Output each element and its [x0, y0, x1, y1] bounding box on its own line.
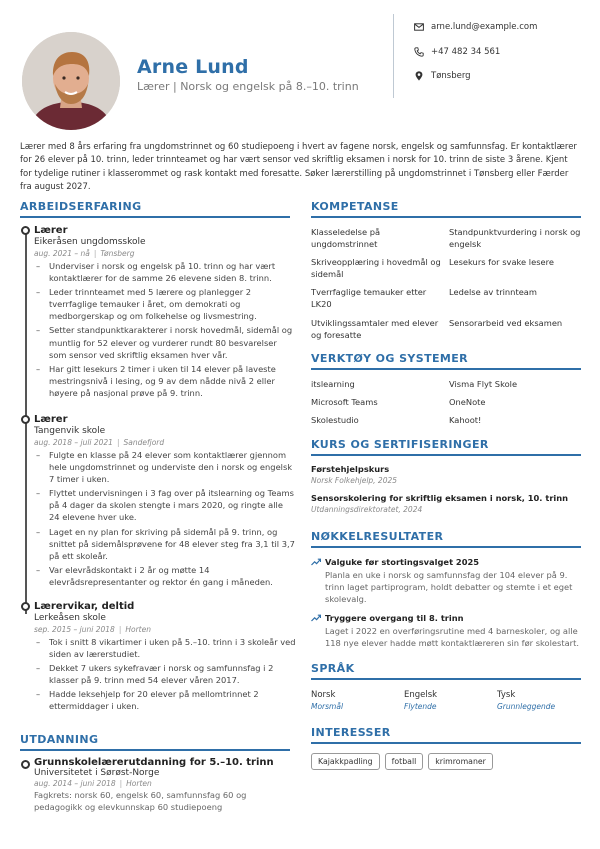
achievement-title: Valguke før stortingsvalget 2025 [325, 557, 480, 567]
language-name: Tysk [497, 690, 516, 700]
section-rule [311, 454, 581, 456]
education-dates: aug. 2014 – juni 2018 [34, 779, 116, 788]
section-title-interests: INTERESSER [311, 726, 391, 739]
cert-title: Førstehjelpskurs [311, 464, 390, 474]
section-rule [311, 216, 581, 218]
job-employer: Lerkeåsen skole [34, 613, 106, 623]
job-dates: aug. 2021 – nå [34, 249, 90, 258]
job-place: Horten [125, 625, 151, 634]
section-title-education: UTDANNING [20, 733, 99, 746]
job-entry-1 [34, 225, 296, 401]
cert-item [311, 493, 581, 514]
job-bullet: – Hadde leksehjelp for 20 elever på mellomtrinnet 2 ettermiddager i uken. [34, 688, 296, 712]
language-item [404, 690, 497, 711]
section-rule [311, 678, 581, 680]
language-name: Norsk [311, 690, 336, 700]
interest-tag: fotball [385, 753, 424, 770]
job-bullet: – Fulgte en klasse på 24 elever som kontaktlærer gjennom hele ungdomstrinnet og underviste den i norsk og engelsk 7 timer i uken. [34, 449, 296, 485]
language-level: Flytende [404, 702, 437, 711]
language-item [497, 690, 581, 711]
section-rule [311, 546, 581, 548]
tool-item: Microsoft Teams [311, 397, 378, 408]
achievement-title: Tryggere overgang til 8. trinn [325, 613, 464, 623]
section-rule [20, 216, 290, 218]
language-name: Engelsk [404, 690, 438, 700]
person-role: Lærer | Norsk og engelsk på 8.–10. trinn [137, 80, 359, 93]
section-title-skills: KOMPETANSE [311, 200, 399, 213]
skills-grid [311, 226, 581, 341]
education-entry [34, 757, 296, 814]
phone-icon [414, 47, 424, 57]
trend-up-icon [311, 614, 321, 622]
tool-item: Visma Flyt Skole [449, 379, 518, 389]
cert-issuer: Utdanningsdirektoratet, 2024 [311, 505, 423, 514]
contact-location [414, 71, 471, 81]
section-title-achievements: NØKKELRESULTATER [311, 530, 444, 543]
job-bullet: – Dekket 7 ukers sykefravær i norsk og samfunnsfag i 2 klasser på 9. trinn med 54 elever våren 2017. [34, 662, 296, 686]
skill-item: Skriveopplæring i hovedmål og sidemål [311, 257, 441, 280]
section-title-experience: ARBEIDSERFARING [20, 200, 142, 213]
achievement-detail: Planla en uke i norsk og samfunnsfag der 104 elever på 9. trinn laget partiprogram, holdt debatter og stemte i et eget skolevalg. [325, 570, 573, 605]
education-meta: aug. 2014 – juni 2018 | Horten [34, 779, 152, 788]
mail-icon [414, 22, 424, 32]
contact-email[interactable] [414, 22, 537, 32]
interest-tags [311, 753, 493, 770]
achievement-item [311, 557, 581, 605]
skill-item: Standpunktvurdering i norsk og engelsk [449, 227, 581, 250]
job-bullet: – Laget en ny plan for skriving på sidemål på 9. trinn, og snittet på sidemålsprøvene for 48 elever steg fra 3,1 til 3,7 på ett skoleår. [34, 526, 296, 562]
location-text: Tønsberg [431, 71, 471, 81]
timeline-dot [21, 226, 30, 235]
education-place: Horten [126, 779, 152, 788]
timeline-dot [21, 602, 30, 611]
job-bullet: – Var elevrådskontakt i 2 år og møtte 14 elevrådsrepresentanter og rektor én gang i måneden. [34, 564, 296, 588]
job-entry-2 [34, 414, 296, 590]
job-entry-3 [34, 601, 296, 715]
job-title: Lærer [34, 225, 68, 236]
job-title: Lærervikar, deltid [34, 601, 135, 612]
trend-up-icon [311, 558, 321, 566]
languages-grid [311, 690, 581, 711]
job-bullet: – Underviser i norsk og engelsk på 10. trinn og har vært kontaktlærer for de samme 26 elevene siden 8. trinn. [34, 260, 296, 284]
timeline-dot [21, 760, 30, 769]
job-place: Sandefjord [123, 438, 165, 447]
language-item [311, 690, 404, 711]
profile-summary: Lærer med 8 års erfaring fra ungdomstrinnet og 60 studiepoeng i hvert av fagene norsk, engelsk og samfunnsfag. Er kontaktlærer for 26 elever på 10. trinn, leder trinnteamet og har vært sensor ved skriftlig eksamen i norsk for 10. trinn de siste 3 årene. Kjent for tydelige rutiner i klasserommet og rask kontakt med foresatte. Søker lærerstilling på ungdomstrinnet i Tønsberg eller Færder fra august 2027. [20, 142, 577, 193]
tool-item: itslearning [311, 379, 355, 389]
job-dates: aug. 2018 – juli 2021 [34, 438, 113, 447]
person-name: Arne Lund [137, 56, 249, 78]
cert-item [311, 464, 581, 485]
tool-item: OneNote [449, 397, 486, 408]
email-text: arne.lund@example.com [431, 22, 538, 32]
job-meta: aug. 2021 – nå | Tønsberg [34, 249, 135, 258]
skill-item: Klasseledelse på ungdomstrinnet [311, 227, 381, 250]
job-bullet: – Leder trinnteamet med 5 lærere og planlegger 2 tverrfaglige temauker i året, om demokrati og medborgerskap og om folkehelse og livsmestring. [34, 286, 296, 322]
education-detail: Fagkrets: norsk 60, engelsk 60, samfunnsfag 60 og pedagogikk og elevkunnskap 60 studiepoeng [34, 790, 247, 813]
degree-title: Grunnskolelærerutdanning for 5.–10. trinn [34, 757, 274, 768]
contact-phone[interactable] [414, 47, 500, 57]
job-bullet: – Setter standpunktkarakterer i norsk hovedmål, sidemål og muntlig for 52 elever og vurderer rundt 80 besvarelser som sensor ved skriftlig eksamen hver vår. [34, 324, 296, 360]
institution: Universitetet i Sørøst-Norge [34, 768, 160, 778]
skill-item: Utviklingssamtaler med elever og foresatte [311, 317, 439, 340]
job-dates: sep. 2015 – juni 2018 [34, 625, 115, 634]
section-title-certs: KURS OG SERTIFISERINGER [311, 438, 489, 451]
cert-issuer: Norsk Folkehjelp, 2025 [311, 476, 398, 485]
job-employer: Eikeråsen ungdomsskole [34, 237, 146, 247]
skill-item: Lesekurs for svake lesere [449, 257, 554, 268]
skill-item: Tverrfaglige temauker etter LK20 [311, 287, 427, 310]
tool-item: Kahoot! [449, 415, 482, 426]
job-place: Tønsberg [100, 249, 135, 258]
job-employer: Tangenvik skole [34, 426, 106, 436]
timeline-dot [21, 415, 30, 424]
job-bullet: – Tok i snitt 8 vikartimer i uken på 5.–10. trinn i 3 skoleår ved siden av lærerstudiet. [34, 636, 296, 660]
job-bullet: – Har gitt lesekurs 2 timer i uken til 14 elever på laveste mestringsnivå i lesing, og 9 av dem nådde nivå 2 eller høyere på nasjonal prøve på 9. trinn. [34, 363, 296, 399]
location-pin-icon [414, 71, 424, 81]
interest-tag: Kajakkpadling [311, 753, 380, 770]
section-rule [311, 368, 581, 370]
skill-item: Ledelse av trinnteam [449, 287, 537, 298]
phone-text: +47 482 34 561 [431, 47, 501, 57]
job-meta: aug. 2018 – juli 2021 | Sandefjord [34, 438, 165, 447]
achievement-item [311, 613, 581, 649]
tools-grid [311, 378, 581, 426]
tool-item: Skolestudio [311, 415, 359, 426]
interest-tag: krimromaner [428, 753, 493, 770]
cert-title: Sensorskolering for skriftlig eksamen i norsk, 10. trinn [311, 493, 569, 503]
achievement-detail: Laget i 2022 en overføringsrutine med 4 barneskoler, og alle 118 nye elever hadde møtt kontaktlæreren sin før skolestart. [325, 626, 579, 649]
header-divider [393, 14, 394, 98]
job-meta: sep. 2015 – juni 2018 | Horten [34, 625, 151, 634]
job-bullet: – Flyttet undervisningen i 3 fag over på itslearning og Teams på 4 dager da skolen stengte i mars 2020, og ringte alle 24 elevene hver uke. [34, 487, 296, 523]
section-title-tools: VERKTØY OG SYSTEMER [311, 352, 469, 365]
section-title-languages: SPRÅK [311, 662, 355, 675]
section-rule [311, 742, 581, 744]
language-level: Grunnleggende [497, 702, 556, 711]
job-title: Lærer [34, 414, 68, 425]
language-level: Morsmål [311, 702, 344, 711]
profile-photo [22, 32, 120, 130]
skill-item: Sensorarbeid ved eksamen [449, 317, 563, 328]
section-rule [20, 749, 290, 751]
